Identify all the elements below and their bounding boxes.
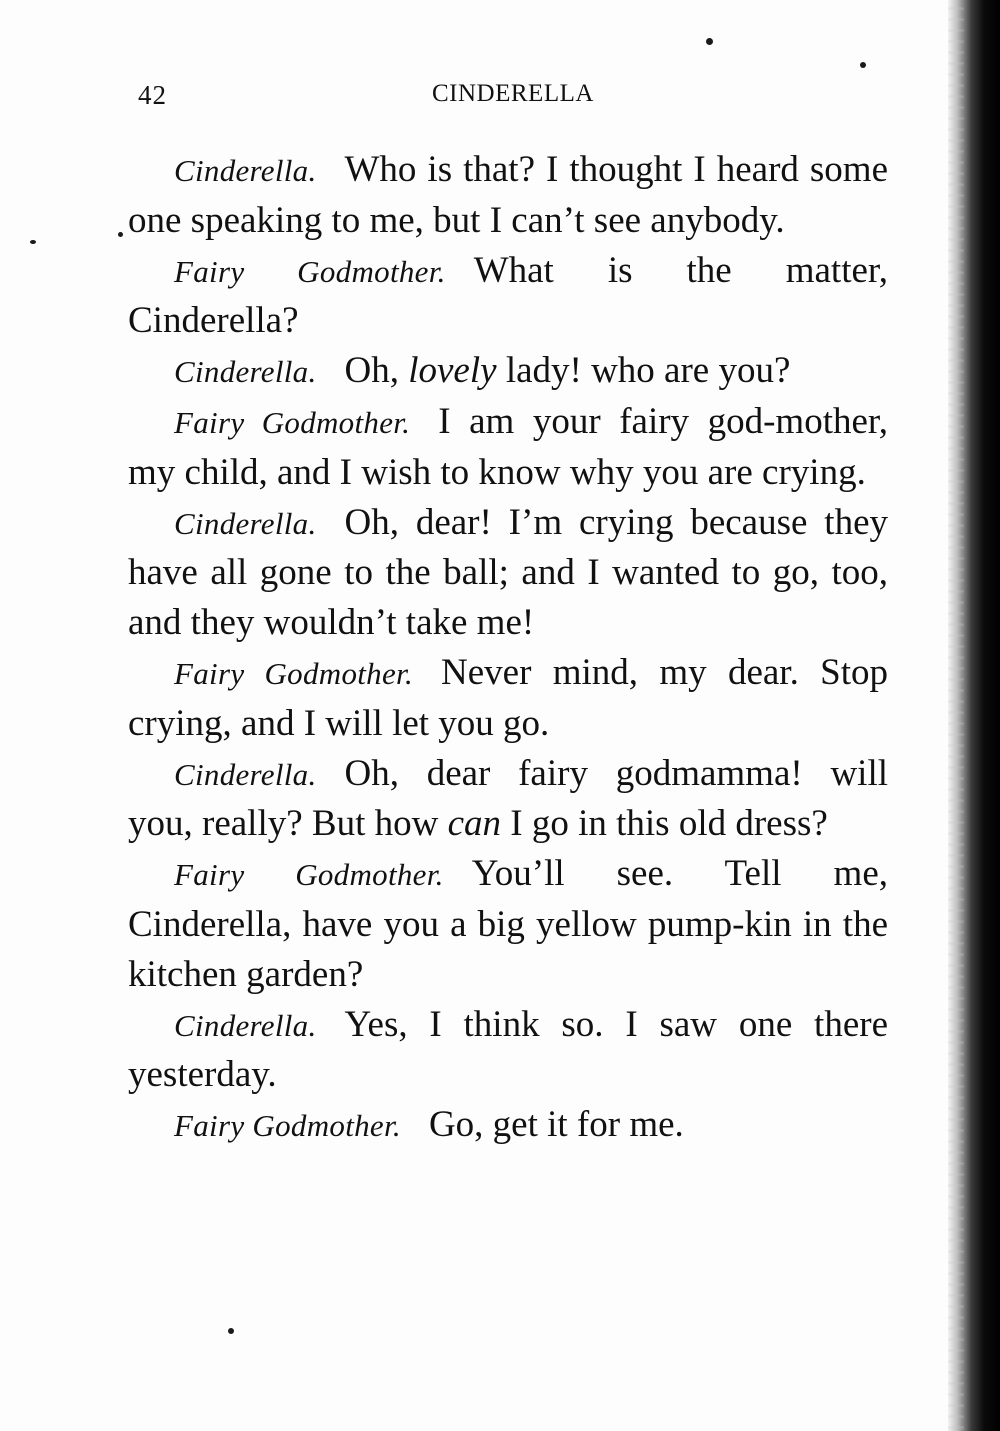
speech-text: You’ll see. Tell me, Cinderella, have you a big yellow pump-kin in the kitchen garden? bbox=[128, 853, 888, 995]
speaker-name: Fairy Godmother. bbox=[174, 253, 446, 289]
ink-speck bbox=[118, 232, 123, 237]
emphasized-word: can bbox=[447, 803, 502, 845]
speech-paragraph bbox=[128, 397, 888, 498]
speaker-name: Cinderella. bbox=[174, 153, 317, 188]
speech-paragraph bbox=[128, 246, 888, 347]
speech-paragraph bbox=[128, 849, 888, 999]
speech-paragraph bbox=[128, 749, 888, 850]
speaker-name: Fairy Godmother. bbox=[174, 404, 411, 440]
page-number: 42 bbox=[138, 80, 167, 110]
speech-text: Never mind, my dear. Stop crying, and I will let you go. bbox=[128, 651, 888, 744]
binding-texture bbox=[948, 0, 964, 1431]
emphasized-word: lovely bbox=[408, 350, 497, 392]
speaker-name: Cinderella. bbox=[174, 505, 317, 541]
speaker-name: Cinderella. bbox=[174, 354, 317, 390]
speech-text: I go in this old dress? bbox=[501, 803, 828, 845]
speech-text: Oh, dear! I’m crying because they have all gone to the ball; and I wanted to go, too, and they wouldn’t take me! bbox=[128, 501, 888, 644]
running-title: CINDERELLA bbox=[432, 80, 594, 107]
speech-text: Oh, bbox=[344, 350, 409, 392]
speech-paragraph bbox=[128, 145, 888, 246]
speech-paragraph bbox=[128, 1000, 888, 1101]
speech-paragraph bbox=[128, 648, 888, 749]
speaker-name: Cinderella. bbox=[174, 1007, 317, 1043]
speaker-name: Cinderella. bbox=[174, 756, 317, 792]
speech-text: I am your fairy god-mother, my child, and I wish to know why you are crying. bbox=[128, 400, 888, 493]
dialogue-body bbox=[128, 145, 888, 1151]
speaker-name: Fairy Godmother. bbox=[174, 655, 414, 691]
speech-text: What is the matter, Cinderella? bbox=[128, 249, 888, 342]
speaker-name: Fairy Godmother. bbox=[174, 1108, 401, 1144]
speech-text: Yes, I think so. I saw one there yesterday. bbox=[128, 1003, 888, 1096]
speaker-name: Fairy Godmother. bbox=[174, 857, 444, 893]
speech-text: Who is that? I thought I heard some one speaking to me, but I can’t see anybody. bbox=[128, 149, 888, 241]
speech-text: Oh, dear fairy godmamma! will you, really? But how bbox=[128, 752, 888, 845]
ink-speck bbox=[706, 38, 713, 45]
ink-speck bbox=[228, 1328, 234, 1334]
speech-paragraph bbox=[128, 346, 888, 397]
speech-paragraph bbox=[128, 498, 888, 648]
speech-text: lady! who are you? bbox=[496, 350, 791, 392]
speech-text: Go, get it for me. bbox=[428, 1104, 684, 1146]
page-header bbox=[138, 80, 888, 120]
ink-speck bbox=[30, 240, 36, 244]
ink-speck bbox=[860, 62, 866, 68]
speech-paragraph bbox=[128, 1100, 888, 1151]
